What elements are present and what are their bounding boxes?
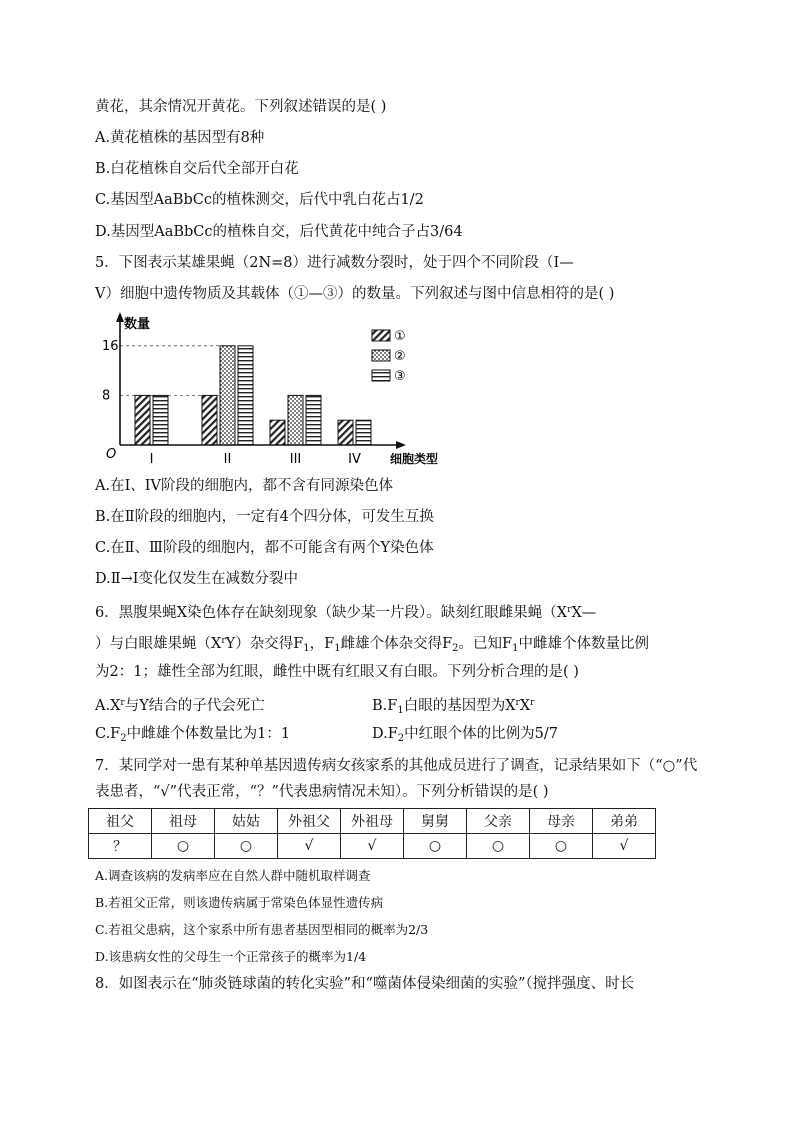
x-axis-label: 细胞类型 (390, 452, 439, 466)
legend-swatch (372, 330, 390, 341)
q4-option-d: D.基因型AaBbCc的植株自交，后代黄花中纯合子占3/64 (95, 224, 463, 240)
table-header-cell: 父亲 (467, 809, 530, 834)
q7-stem-line2: 表患者，“√”代表正常，“？”代表患病情况未知）。下列分析错误的是( ) (95, 784, 549, 800)
bar-II-s2 (220, 346, 235, 445)
bar-II-s3 (238, 346, 253, 445)
table-cell: ○ (530, 834, 593, 859)
survey-table (88, 808, 656, 859)
table-header-cell: 舅舅 (404, 809, 467, 834)
table-cell: ○ (152, 834, 215, 859)
q4-option-a: A.黄花植株的基因型有8种 (95, 130, 265, 146)
table-cell: ○ (215, 834, 278, 859)
y-axis-arrow (116, 312, 124, 322)
q5-option-d: D.Ⅱ→I变化仅发生在减数分裂中 (95, 571, 298, 587)
chart-legend (372, 329, 406, 384)
table-header-cell: 母亲 (530, 809, 593, 834)
y-tick-label: 16 (102, 338, 119, 354)
legend-label: ① (394, 329, 406, 344)
legend-swatch (372, 370, 390, 381)
q5-option-a: A.在I、IV阶段的细胞内，都不含有同源染色体 (95, 478, 394, 494)
bar-IV-s3 (356, 420, 371, 445)
q8-stem-line1: 8．如图表示在“肺炎链球菌的转化实验”和“噬菌体侵染细菌的实验”（搅拌强度、时长 (95, 976, 635, 992)
table-row (89, 834, 656, 859)
table-header-row (89, 809, 656, 834)
category-label: I (149, 452, 154, 467)
q7-option-d: D.该患病女性的父母生一个正常孩子的概率为1/4 (95, 949, 367, 964)
q4-stem-end: 黄花，其余情况开黄花。下列叙述错误的是( ) (95, 99, 387, 115)
q7-stem-line1: 7．某同学对一患有某种单基因遗传病女孩家系的其他成员进行了调查，记录结果如下（“○”代 (95, 758, 698, 774)
chart-grid (120, 346, 230, 396)
table-cell: √ (341, 834, 404, 859)
table-header-cell: 外祖父 (278, 809, 341, 834)
table-cell: ○ (467, 834, 530, 859)
q6-stem-line3: 为2：1；雄性全部为红眼，雌性中既有红眼又有白眼。下列分析合理的是( ) (95, 664, 579, 680)
table-header-cell: 祖父 (89, 809, 152, 834)
q6-option-a: $A.X^r$与Y结合的子代会死亡 (95, 698, 265, 714)
table-cell: √ (593, 834, 656, 859)
category-label: IV (348, 452, 361, 467)
q4-option-c: C.基因型AaBbCc的植株测交，后代中乳白花占1/2 (95, 192, 424, 208)
q5-option-c: C.在Ⅱ、Ⅲ阶段的细胞内，都不可能含有两个Y染色体 (95, 540, 434, 556)
bar-III-s1 (270, 420, 285, 445)
y-tick-label: 8 (102, 388, 111, 404)
x-tick-labels (150, 452, 361, 467)
q5-option-b: B.在Ⅱ阶段的细胞内，一定有4个四分体，可发生互换 (95, 509, 434, 525)
q6-option-b: $B.F_1$白眼的基因型为$X^rX^r$ (372, 698, 535, 716)
q7-option-b: B.若祖父正常，则该遗传病属于常染色体显性遗传病 (95, 895, 384, 910)
q6-stem-line2: ）与白眼雄果蝇$(X^rY)$杂交得$F_1$，$F_1$雌雄个体杂交得$F_2$。已知$F_1$中雌雄个体数量比例 (95, 636, 649, 654)
bar-I-s3 (153, 395, 168, 445)
bar-I-s1 (135, 395, 150, 445)
bar-chart (100, 308, 460, 468)
table-header-cell: 祖母 (152, 809, 215, 834)
q6-stem-line1: 6．黑腹果蝇X染色体存在缺刻现象（缺少某一片段）。缺刻红眼雌果蝇（$X^rX—$ (95, 605, 597, 621)
y-tick-labels (102, 339, 119, 404)
legend-label: ③ (394, 369, 406, 384)
table-cell: ？ (89, 834, 152, 859)
bar-III-s3 (306, 395, 321, 445)
table-header-cell: 姑姑 (215, 809, 278, 834)
origin-label: O (106, 447, 117, 462)
q7-option-a: A.调查该病的发病率应在自然人群中随机取样调查 (95, 868, 371, 883)
table-cell: ○ (404, 834, 467, 859)
q4-option-b: B.白花植株自交后代全部开白花 (95, 161, 299, 177)
q5-stem-line2: V）细胞中遗传物质及其载体（①—③）的数量。下列叙述与图中信息相符的是( ) (95, 286, 615, 302)
bar-IV-s1 (338, 420, 353, 445)
q7-option-c: C.若祖父患病，这个家系中所有患者基因型相同的概率为2/3 (95, 922, 429, 937)
table-header-cell: 弟弟 (593, 809, 656, 834)
bar-III-s2 (288, 395, 303, 445)
category-label: III (289, 452, 302, 467)
q5-stem-line1: 5．下图表示某雄果蝇（2N=8）进行减数分裂时，处于四个不同阶段（I— (95, 255, 574, 271)
table-header-cell: 外祖母 (341, 809, 404, 834)
x-axis-arrow (396, 441, 406, 449)
q6-option-d: $D.F_2$中红眼个体的比例为5/7 (372, 726, 558, 744)
category-label: II (223, 452, 232, 467)
legend-swatch (372, 350, 390, 361)
legend-label: ② (394, 349, 406, 364)
y-axis-label: 数量 (124, 317, 151, 332)
bar-II-s1 (202, 395, 217, 445)
table-cell: √ (278, 834, 341, 859)
q6-option-c: $C.F_2$中雌雄个体数量比为1：1 (95, 726, 291, 744)
